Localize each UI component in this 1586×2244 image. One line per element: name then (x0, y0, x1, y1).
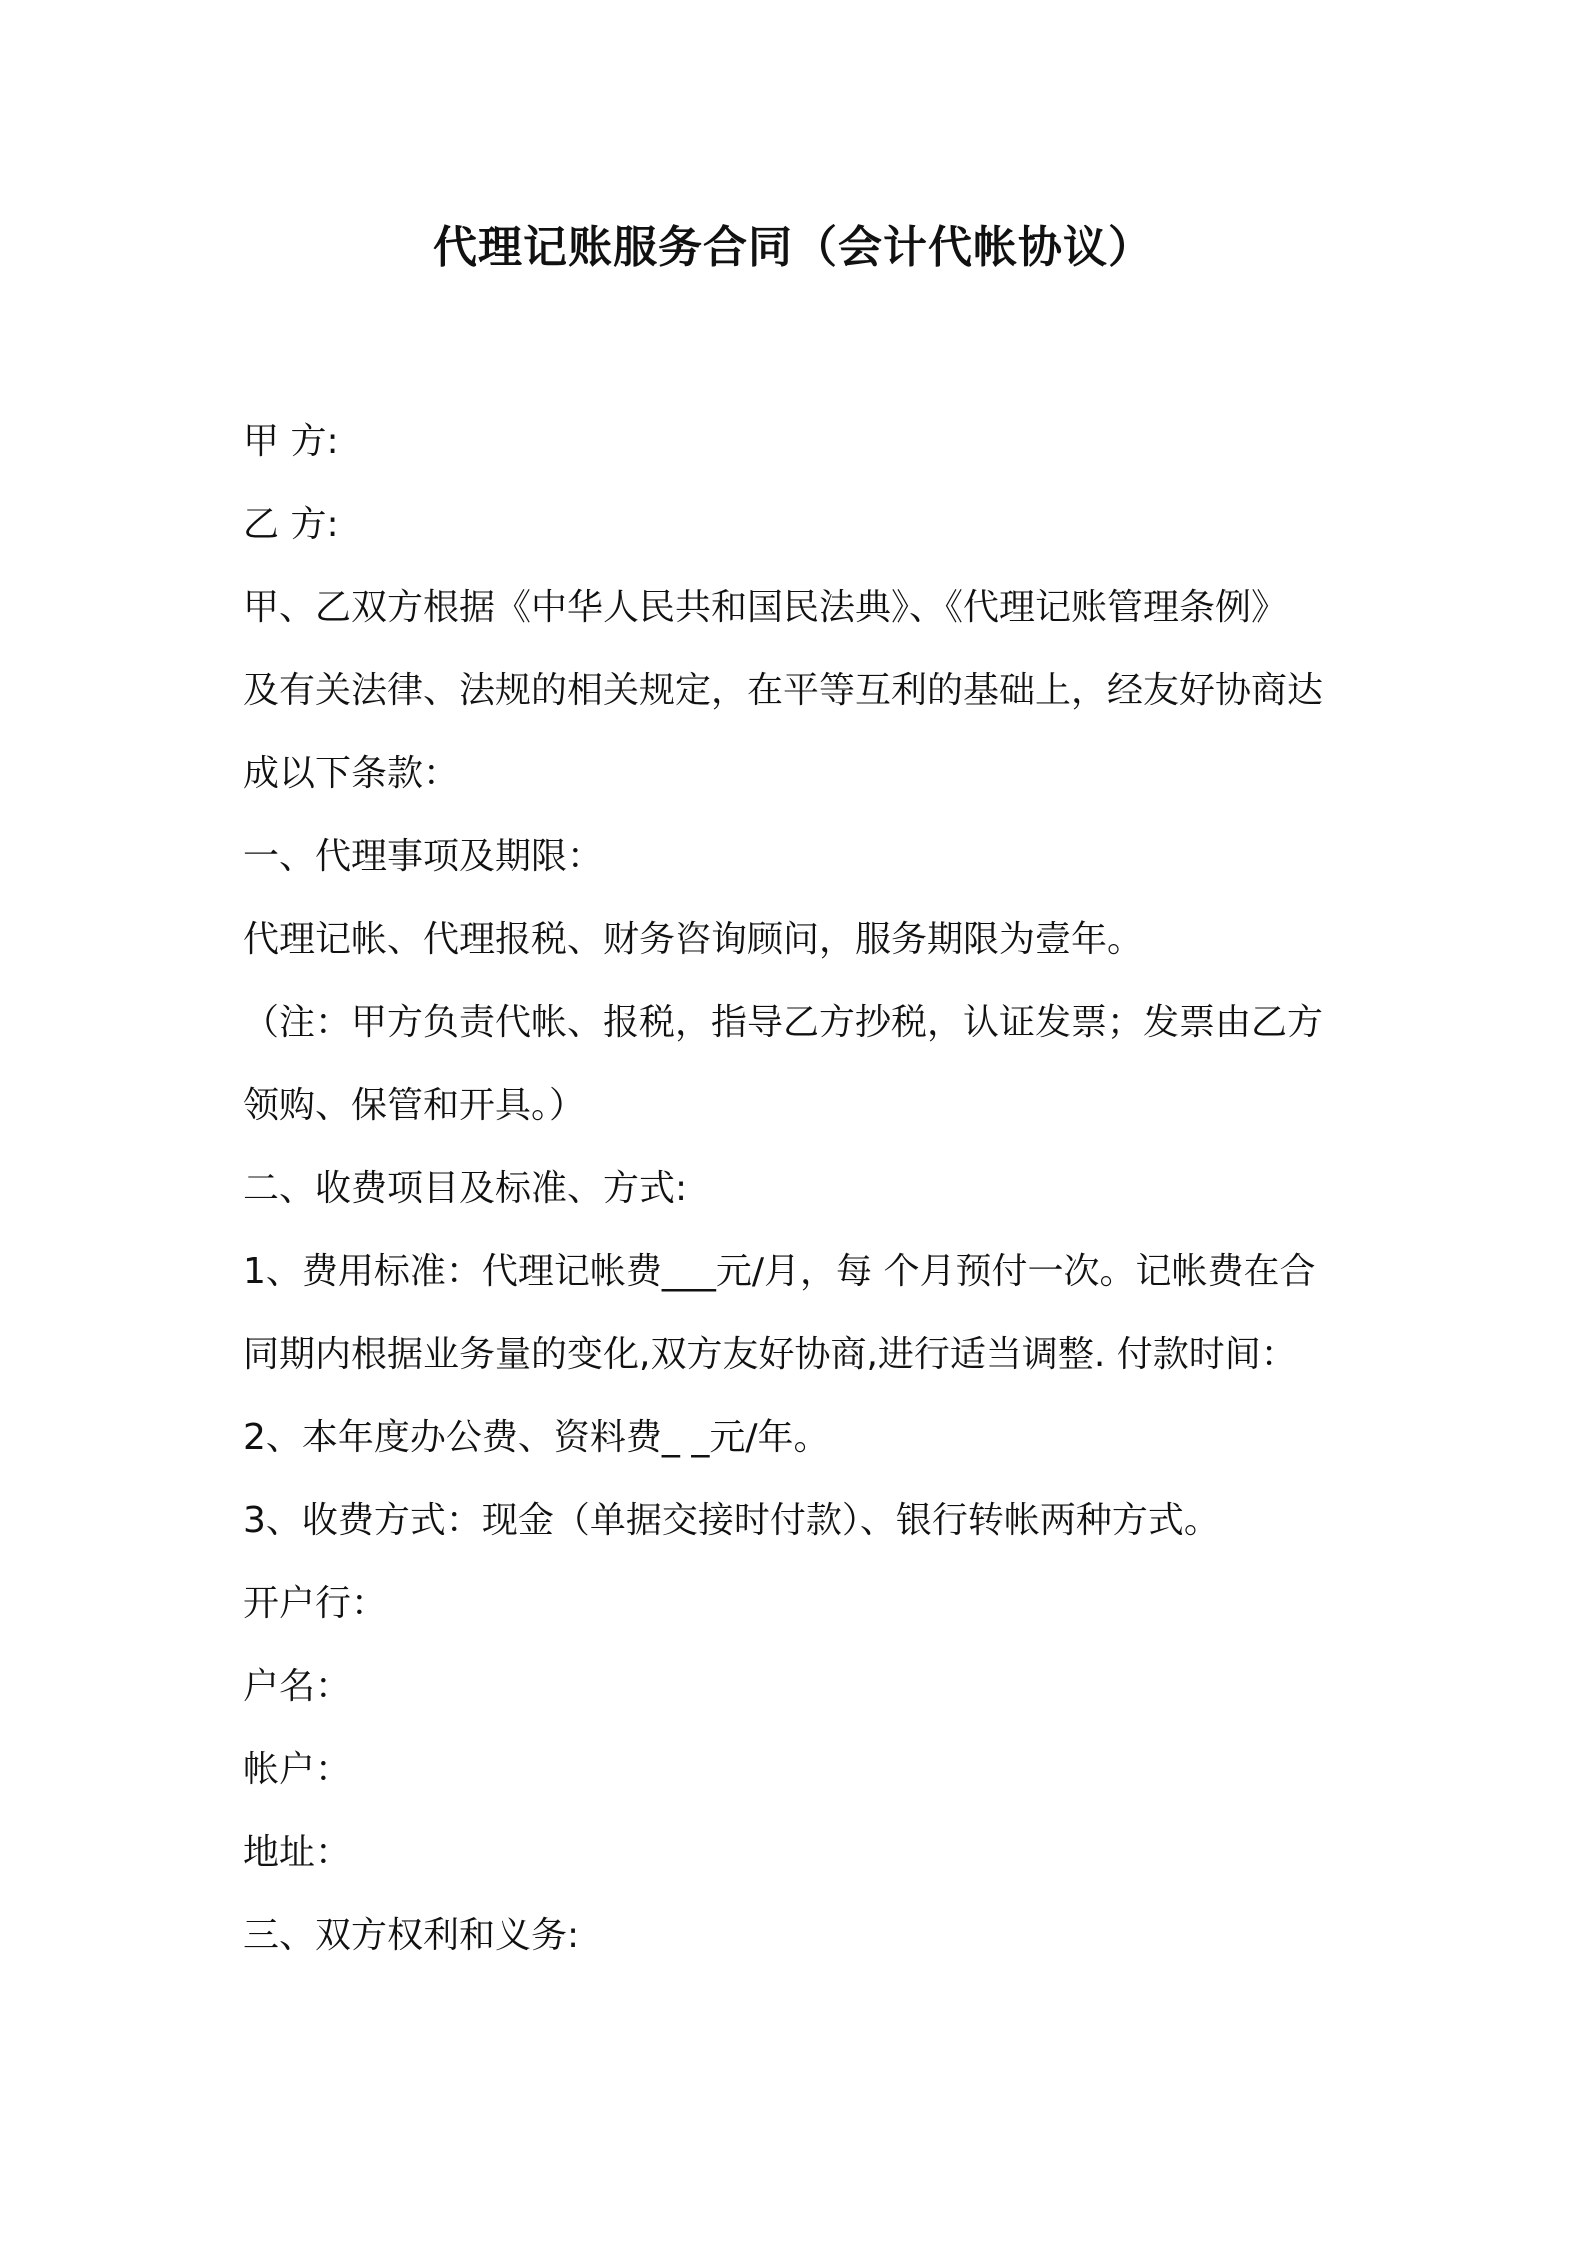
office-fee-line: 2、本年度办公费、资料费_ _元/年。 (243, 1417, 830, 1458)
section-1-note-1: （注：甲方负责代帐、报税，指导乙方抄税，认证发票；发票由乙方 (243, 1002, 1324, 1043)
fee-standard-line-2: 同期内根据业务量的变化,双方友好协商,进行适当调整. 付款时间： (243, 1334, 1297, 1375)
payment-method-line: 3、收费方式：现金（单据交接时付款）、银行转帐两种方式。 (243, 1500, 1220, 1541)
address-line: 地址： (243, 1832, 352, 1873)
preamble-line-2: 及有关法律、法规的相关规定，在平等互利的基础上，经友好协商达 (243, 670, 1324, 711)
section-2-heading: 二、收费项目及标准、方式: (243, 1168, 688, 1209)
party-b-line: 乙 方: (243, 504, 339, 545)
preamble-line-3: 成以下条款： (243, 753, 460, 794)
section-1-text: 代理记帐、代理报税、财务咨询顾问，服务期限为壹年。 (243, 919, 1144, 960)
party-a-line: 甲 方: (243, 421, 339, 462)
section-1-note-2: 领购、保管和开具。） (243, 1085, 586, 1126)
account-number-line: 帐户： (243, 1749, 352, 1790)
section-3-heading: 三、双方权利和义务: (243, 1915, 580, 1956)
document-title: 代理记账服务合同（会计代帐协议） (433, 222, 1153, 273)
preamble-line-1: 甲、乙双方根据《中华人民共和国民法典》、《代理记账管理条例》 (243, 587, 1288, 628)
section-1-heading: 一、代理事项及期限： (243, 836, 604, 877)
account-name-line: 户名： (243, 1666, 352, 1707)
contract-body (243, 400, 1363, 1977)
fee-standard-line-1: 1、费用标准：代理记帐费___元/月，每 个月预付一次。记帐费在合 (243, 1251, 1316, 1292)
bank-line: 开户行： (243, 1583, 388, 1624)
